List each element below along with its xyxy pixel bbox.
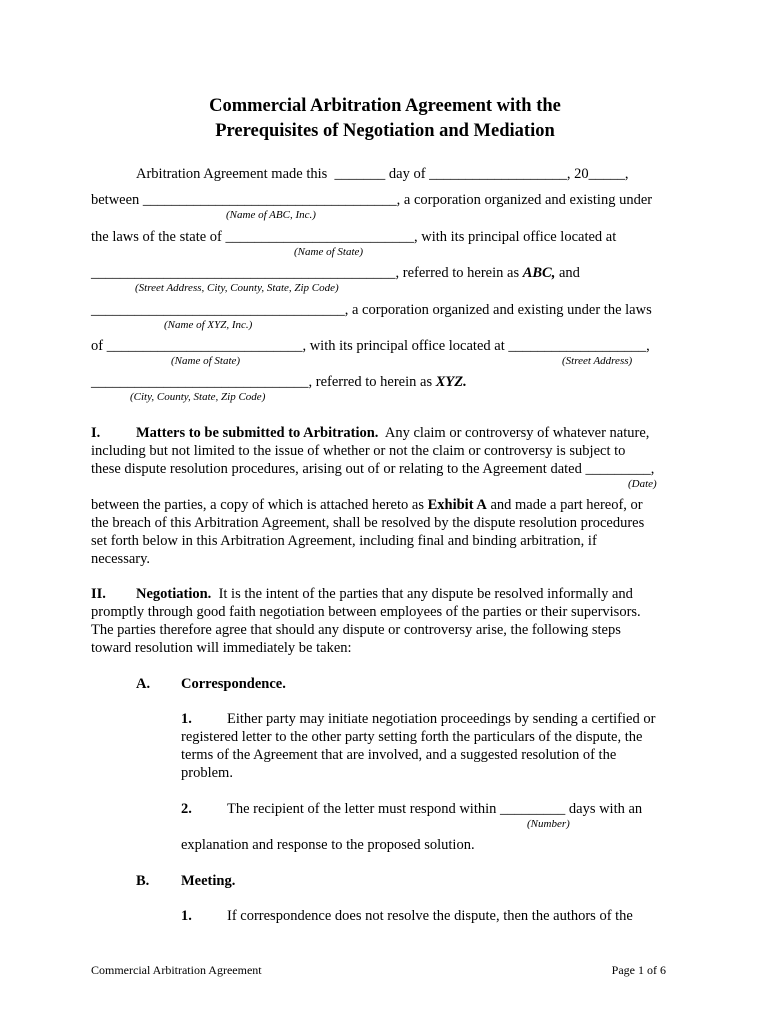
intro-line-6: of ___________________________, with its principal office located at ___________________, — [91, 338, 650, 354]
subsection-b-heading: Meeting. — [181, 873, 236, 889]
section-2-line-2: promptly through good faith negotiation between employees of the parties or their supervisors. — [91, 604, 641, 620]
subsection-a-letter: A. — [136, 676, 151, 692]
subsection-a-item-1-line-1: Either party may initiate negotiation proceedings by sending a certified or — [227, 711, 656, 727]
section-2-line-1-text: It is the intent of the parties that any dispute be resolved informally and — [211, 586, 633, 602]
subsection-b-letter: B. — [136, 873, 150, 889]
section-1-line-4-end: and made a part hereof, or — [486, 497, 643, 513]
subsection-a-item-2-line-1: The recipient of the letter must respond within _________ days with an — [227, 801, 643, 817]
intro-line-5: ___________________________________, a corporation organized and existing under the laws — [91, 302, 652, 318]
section-1-line-4-text: between the parties, a copy of which is attached hereto as — [91, 497, 428, 513]
section-2-number: II. — [91, 586, 106, 602]
caption-name-of-abc: (Name of ABC, Inc.) — [226, 209, 316, 221]
caption-date: (Date) — [628, 478, 657, 490]
subsection-b-item-1-line-1: If correspondence does not resolve the dispute, then the authors of the — [227, 908, 633, 924]
section-1-line-6: set forth below in this Arbitration Agreement, including final and binding arbitration, if — [91, 533, 597, 549]
subsection-a-item-1-line-3: terms of the Agreement that are involved, and a suggested resolution of the — [181, 747, 617, 763]
caption-name-of-state-1: (Name of State) — [294, 246, 364, 258]
subsection-a-item-2-number: 2. — [181, 801, 192, 817]
section-2-line-1 — [136, 585, 633, 603]
section-1-line-7: necessary. — [91, 551, 151, 567]
caption-street-address-1: (Street Address, City, County, State, Zip Code) — [135, 282, 339, 294]
section-2-line-4: toward resolution will immediately be taken: — [91, 640, 352, 656]
intro-line-3: the laws of the state of __________________________, with its principal office located at — [91, 229, 617, 245]
intro-line-4 — [91, 264, 580, 282]
xyz-defined-term: XYZ. — [435, 374, 467, 390]
subsection-a-item-1-line-2: registered letter to the other party setting forth the particulars of the dispute, the — [181, 729, 643, 745]
section-1-line-3: these dispute resolution procedures, arising out of or relating to the Agreement dated _________, — [91, 461, 655, 477]
caption-city-county: (City, County, State, Zip Code) — [130, 391, 266, 403]
caption-name-of-state-2: (Name of State) — [171, 355, 241, 367]
caption-number: (Number) — [527, 818, 570, 830]
subsection-a-heading: Correspondence. — [181, 676, 286, 692]
intro-line-4-end: and — [555, 265, 580, 281]
subsection-a-item-1-number: 1. — [181, 711, 192, 727]
subsection-b-item-1-number: 1. — [181, 908, 192, 924]
intro-line-7 — [91, 373, 467, 391]
section-1-line-2: including but not limited to the issue of whether or not the claim or controversy is subject to — [91, 443, 626, 459]
section-1-line-1 — [136, 424, 649, 442]
caption-street-address-2: (Street Address) — [562, 355, 633, 367]
section-1-line-5: the breach of this Arbitration Agreement, shall be resolved by the dispute resolution procedures — [91, 515, 645, 531]
footer-page-number: Page 1 of 6 — [611, 963, 666, 977]
intro-line-7-text: ______________________________, referred to herein as — [91, 374, 436, 390]
intro-line-2: between ___________________________________, a corporation organized and existing under — [91, 192, 653, 208]
section-1-line-1-text: Any claim or controversy of whatever nature, — [378, 425, 650, 441]
section-1-heading: Matters to be submitted to Arbitration. — [136, 425, 379, 441]
subsection-a-item-1-line-4: problem. — [181, 765, 233, 781]
exhibit-a-reference: Exhibit A — [427, 497, 487, 513]
section-1-number: I. — [91, 425, 101, 441]
document-title-line-1: Commercial Arbitration Agreement with the — [209, 96, 561, 116]
subsection-a-item-2-line-2: explanation and response to the proposed solution. — [181, 837, 475, 853]
section-2-line-3: The parties therefore agree that should any dispute or controversy arise, the following steps — [91, 622, 621, 638]
abc-defined-term: ABC, — [522, 265, 556, 281]
section-2-heading: Negotiation. — [136, 586, 212, 602]
document-title-line-2: Prerequisites of Negotiation and Mediation — [215, 121, 555, 141]
caption-name-of-xyz: (Name of XYZ, Inc.) — [164, 319, 253, 331]
footer-document-name: Commercial Arbitration Agreement — [91, 963, 262, 977]
intro-line-1: Arbitration Agreement made this _______ day of ___________________, 20_____, — [136, 166, 629, 182]
intro-line-4-text: __________________________________________, referred to herein as — [91, 265, 523, 281]
section-1-line-4 — [91, 496, 643, 514]
